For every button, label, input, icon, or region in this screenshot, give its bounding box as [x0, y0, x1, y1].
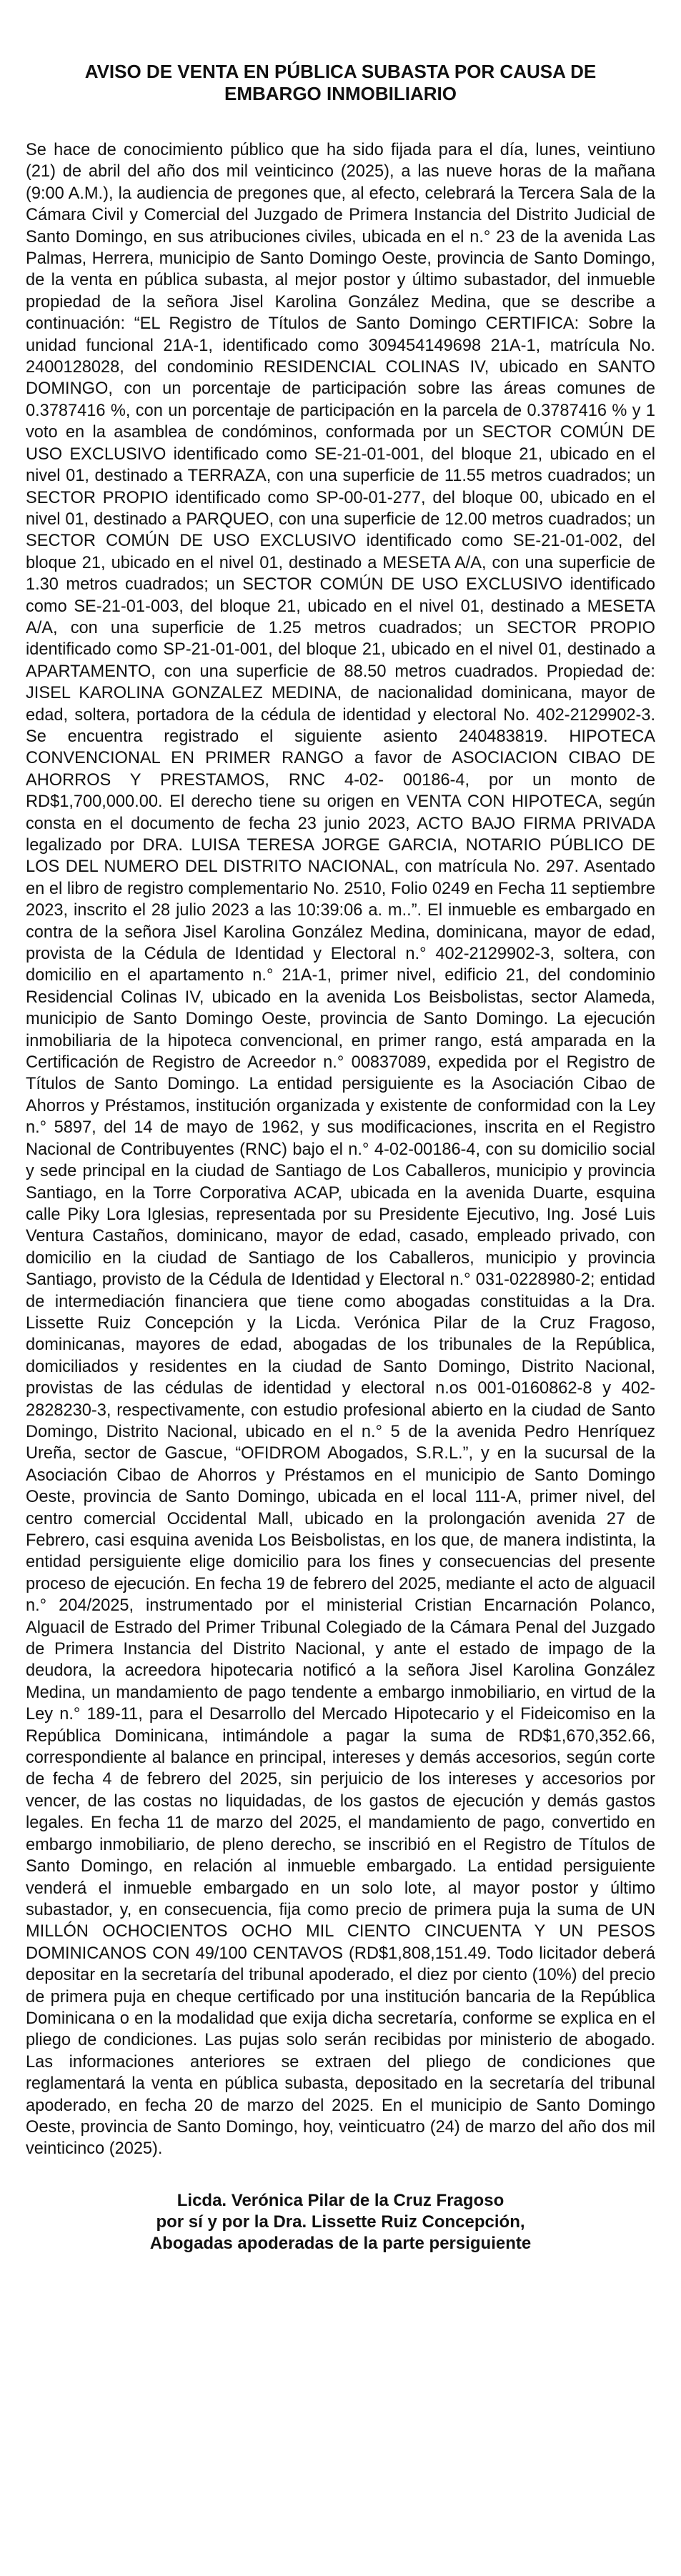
signature-block: [26, 2190, 655, 2254]
signature-on-behalf: por sí y por la Dra. Lissette Ruiz Concepción,: [156, 2212, 525, 2232]
signature-name: Licda. Verónica Pilar de la Cruz Fragoso: [177, 2190, 504, 2210]
notice-title: [26, 61, 655, 105]
notice-title-line-2: EMBARGO INMOBILIARIO: [224, 83, 457, 104]
signature-role: Abogadas apoderadas de la parte persiguiente: [149, 2233, 532, 2253]
notice-body: Se hace de conocimiento público que ha sido fijada para el día, lunes, veintiuno (21) de abril del año dos mil veinticinco (2025), a las nueve horas de la mañana (9:00 A.M.), la audiencia de pregones que, al efecto, celebrará la Tercera Sala de la Cámara Civil y Comercial del Juzgado de Primera Instancia del Distrito Judicial de Santo Domingo, en sus atribuciones civiles, ubicada en el n.° 23 de la avenida Las Palmas, Herrera, municipio de Santo Domingo Oeste, provincia de Santo Domingo, de la venta en pública subasta, al mejor postor y último subastador, del inmueble propiedad de la señora Jisel Karolina González Medina, que se describe a continuación: “EL Registro de Títulos de Santo Domingo CERTIFICA: Sobre la unidad funcional 21A-1, identificado como 309454149698 21A-1, matrícula No. 2400128028, del condominio RESIDENCIAL COLINAS IV, ubicado en SANTO DOMINGO, con un porcentaje de participación sobre las áreas comunes de 0.3787416 %, con un porcentaje de participación en la parcela de 0.3787416 % y 1 voto en la asamblea de condóminos, conformada por un SECTOR COMÚN DE USO EXCLUSIVO identificado como SE-21-01-001, del bloque 21, ubicado en el nivel 01, destinado a TERRAZA, con una superficie de 11.55 metros cuadrados; un SECTOR PROPIO identificado como SP-00-01-277, del bloque 00, ubicado en el nivel 01, destinado a PARQUEO, con una superficie de 12.00 metros cuadrados; un SECTOR COMÚN DE USO EXCLUSIVO identificado como SE-21-01-002, del bloque 21, ubicado en el nivel 01, destinado a MESETA A/A, con una superficie de 1.30 metros cuadrados; un SECTOR COMÚN DE USO EXCLUSIVO identificado como SE-21-01-003, del bloque 21, ubicado en el nivel 01, destinado a MESETA A/A, con una superficie de 1.25 metros cuadrados; un SECTOR PROPIO identificado como SP-21-01-001, del bloque 21, ubicado en el nivel 01, destinado a APARTAMENTO, con una superficie de 88.50 metros cuadrados. Propiedad de: JISEL KAROLINA GONZALEZ MEDINA, de nacionalidad dominicana, mayor de edad, soltera, portadora de la cédula de identidad y electoral No. 402-2129902-3. Se encuentra registrado el siguiente asiento 240483819. HIPOTECA CONVENCIONAL EN PRIMER RANGO a favor de ASOCIACION CIBAO DE AHORROS Y PRESTAMOS, RNC 4-02- 00186-4, por un monto de RD$1,700,000.00. El derecho tiene su origen en VENTA CON HIPOTECA, según consta en el documento de fecha 23 junio 2023, ACTO BAJO FIRMA PRIVADA legalizado por DRA. LUISA TERESA JORGE GARCIA, NOTARIO PÚBLICO DE LOS DEL NUMERO DEL DISTRITO NACIONAL, con matrícula No. 297. Asentado en el libro de registro complementario No. 2510, Folio 0249 en Fecha 11 septiembre 2023, inscrito el 28 julio 2023 a las 10:39:06 a. m..”. El inmueble es embargado en contra de la señora Jisel Karolina González Medina, dominicana, mayor de edad, provista de la Cédula de Identidad y Electoral n.° 402-2129902-3, soltera, con domicilio en el apartamento n.° 21A-1, primer nivel, edificio 21, del condominio Residencial Colinas IV, ubicado en la avenida Los Beisbolistas, sector Alameda, municipio de Santo Domingo Oeste, provincia de Santo Domingo. La ejecución inmobiliaria de la hipoteca convencional, en primer rango, está amparada en la Certificación de Registro de Acreedor n.° 00837089, expedida por el Registro de Títulos de Santo Domingo. La entidad persiguiente es la Asociación Cibao de Ahorros y Préstamos, institución organizada y existente de conformidad con la Ley n.° 5897, del 14 de mayo de 1962, y sus modificaciones, inscrita en el Registro Nacional de Contribuyentes (RNC) bajo el n.° 4-02-00186-4, con su domicilio social y sede principal en la ciudad de Santiago de Los Caballeros, municipio y provincia Santiago, en la Torre Corporativa ACAP, ubicada en la avenida Duarte, esquina calle Piky Lora Iglesias, representada por su Presidente Ejecutivo, Ing. José Luis Ventura Castaños, dominicano, mayor de edad, casado, empleado privado, con domicilio en la ciudad de Santiago de los Caballeros, municipio y provincia Santiago, provisto de la Cédula de Identidad y Electoral n.° 031-0228980-2; entidad de intermediación financiera que tiene como abogadas constituidas a la Dra. Lissette Ruiz Concepción y la Licda. Verónica Pilar de la Cruz Fragoso, dominicanas, mayores de edad, abogadas de los tribunales de la República, domiciliados y residentes en la ciudad de Santo Domingo, Distrito Nacional, provistas de las cédulas de identidad y electoral n.os 001-0160862-8 y 402-2828230-3, respectivamente, con estudio profesional abierto en la ciudad de Santo Domingo, Distrito Nacional, ubicado en el n.° 5 de la avenida Pedro Henríquez Ureña, sector de Gascue, “OFIDROM Abogados, S.R.L.”, y en la sucursal de la Asociación Cibao de Ahorros y Préstamos en el municipio de Santo Domingo Oeste, provincia de Santo Domingo, ubicada en el local 111-A, primer nivel, del centro comercial Occidental Mall, ubicado en la prolongación avenida 27 de Febrero, casi esquina avenida Los Beisbolistas, en los que, de manera indistinta, la entidad persiguiente elige domicilio para los fines y consecuencias del presente proceso de ejecución. En fecha 19 de febrero del 2025, mediante el acto de alguacil n.° 204/2025, instrumentado por el ministerial Cristian Encarnación Polanco, Alguacil de Estrado del Primer Tribunal Colegiado de la Cámara Penal del Juzgado de Primera Instancia del Distrito Nacional, y ante el estado de impago de la deudora, la acreedora hipotecaria notificó a la señora Jisel Karolina González Medina, un mandamiento de pago tendente a embargo inmobiliario, en virtud de la Ley n.° 189-11, para el Desarrollo del Mercado Hipotecario y el Fideicomiso en la República Dominicana, intimándole a pagar la suma de RD$1,670,352.66, correspondiente al balance en principal, intereses y demás accesorios, según corte de fecha 4 de febrero del 2025, sin perjuicio de los intereses y accesorios por vencer, de las costas no liquidadas, de los gastos de ejecución y demás gastos legales. En fecha 11 de marzo del 2025, el mandamiento de pago, convertido en embargo inmobiliario, de pleno derecho, se inscribió en el Registro de Títulos de Santo Domingo, en relación al inmueble embargado. La entidad persiguiente venderá el inmueble embargado en un solo lote, al mayor postor y último subastador, y, en consecuencia, fija como precio de primera puja la suma de UN MILLÓN OCHOCIENTOS OCHO MIL CIENTO CINCUENTA Y UN PESOS DOMINICANOS CON 49/100 CENTAVOS (RD$1,808,151.49. Todo licitador deberá depositar en la secretaría del tribunal apoderado, el diez por ciento (10%) del precio de primera puja en cheque certificado por una institución bancaria de la República Dominicana o en la modalidad que exija dicha secretaría, conforme se explica en el pliego de condiciones. Las pujas solo serán recibidas por ministerio de abogado. Las informaciones anteriores se extraen del pliego de condiciones que reglamentará la venta en pública subasta, depositado en la secretaría del tribunal apoderado, en fecha 20 de marzo del 2025. En el municipio de Santo Domingo Oeste, provincia de Santo Domingo, hoy, veinticuatro (24) de marzo del año dos mil veinticinco (2025).: [26, 141, 655, 2159]
notice-title-line-1: AVISO DE VENTA EN PÚBLICA SUBASTA POR CAUSA DE: [84, 61, 597, 82]
